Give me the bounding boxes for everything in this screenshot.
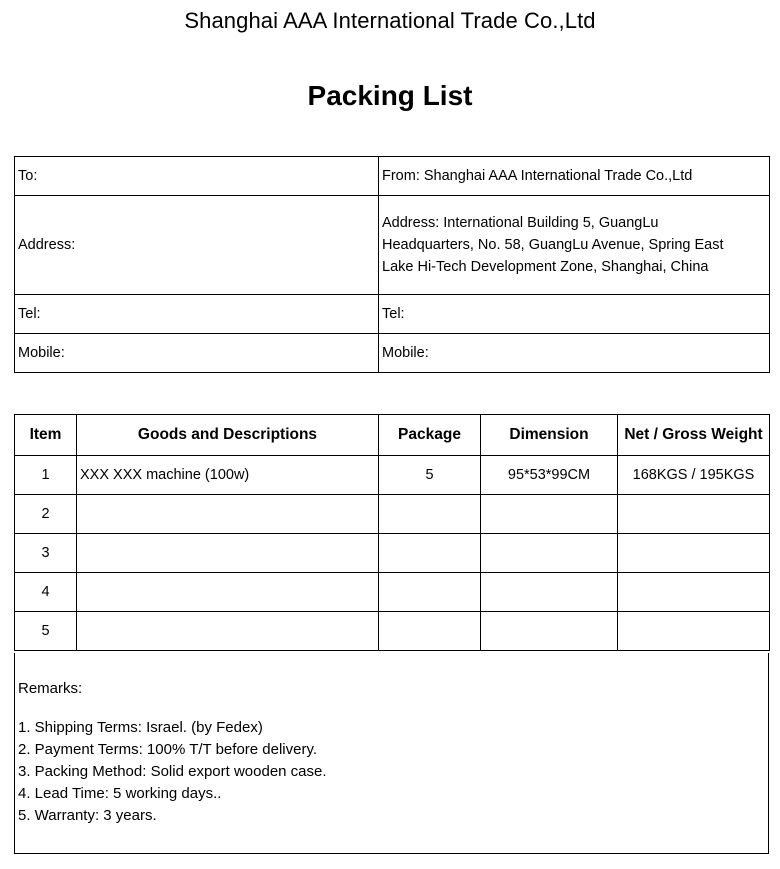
- page-title: Packing List: [307, 80, 473, 111]
- to-address-label: Address:: [15, 196, 379, 295]
- cell-dimension: [481, 573, 618, 612]
- to-label: To:: [15, 157, 379, 196]
- cell-package: [379, 573, 481, 612]
- goods-header-row: [15, 415, 770, 456]
- cell-package: 5: [379, 456, 481, 495]
- table-row: [15, 495, 770, 534]
- column-header-weight: Net / Gross Weight: [618, 415, 770, 456]
- cell-description: [77, 495, 379, 534]
- table-row: [15, 612, 770, 651]
- remark-item: 2. Payment Terms: 100% T/T before delivery.: [18, 741, 318, 758]
- table-row: [15, 456, 770, 495]
- remark-item: 3. Packing Method: Solid export wooden case.: [18, 763, 327, 780]
- cell-description: XXX XXX machine (100w): [77, 456, 379, 495]
- to-mobile-label: Mobile:: [15, 334, 379, 373]
- from-address-line: Address: International Building 5, GuangLu: [382, 215, 659, 231]
- remarks-title: Remarks:: [18, 680, 83, 697]
- cell-description: [77, 612, 379, 651]
- from-address-line: Headquarters, No. 58, GuangLu Avenue, Spring East: [382, 237, 724, 253]
- from-tel-label: Tel:: [379, 295, 770, 334]
- from-address-line: Lake Hi-Tech Development Zone, Shanghai, China: [382, 259, 709, 275]
- party-row-mobile: [15, 334, 770, 373]
- company-name: Shanghai AAA International Trade Co.,Ltd: [184, 8, 596, 33]
- cell-dimension: [481, 495, 618, 534]
- goods-table: [14, 414, 770, 651]
- party-row-tel: [15, 295, 770, 334]
- cell-dimension: [481, 534, 618, 573]
- from-address: [379, 196, 770, 295]
- cell-item: 1: [15, 456, 77, 495]
- to-tel-label: Tel:: [15, 295, 379, 334]
- from-label: From: Shanghai AAA International Trade Co.,Ltd: [379, 157, 770, 196]
- party-row-to: [15, 157, 770, 196]
- cell-item: 2: [15, 495, 77, 534]
- cell-item: 3: [15, 534, 77, 573]
- cell-package: [379, 612, 481, 651]
- cell-dimension: [481, 612, 618, 651]
- cell-weight: [618, 612, 770, 651]
- remark-item: 5. Warranty: 3 years.: [18, 807, 157, 824]
- column-header-dimension: Dimension: [481, 415, 618, 456]
- column-header-goods: Goods and Descriptions: [77, 415, 379, 456]
- cell-dimension: 95*53*99CM: [481, 456, 618, 495]
- remark-item: 4. Lead Time: 5 working days..: [18, 785, 222, 802]
- cell-package: [379, 534, 481, 573]
- cell-package: [379, 495, 481, 534]
- cell-weight: [618, 534, 770, 573]
- cell-description: [77, 573, 379, 612]
- cell-weight: [618, 495, 770, 534]
- from-mobile-label: Mobile:: [379, 334, 770, 373]
- column-header-item: Item: [15, 415, 77, 456]
- column-header-package: Package: [379, 415, 481, 456]
- cell-item: 4: [15, 573, 77, 612]
- party-info-table: [14, 156, 770, 373]
- remarks-section: [14, 653, 769, 854]
- cell-item: 5: [15, 612, 77, 651]
- remark-item: 1. Shipping Terms: Israel. (by Fedex): [18, 719, 263, 736]
- party-row-address: [15, 196, 770, 295]
- table-row: [15, 573, 770, 612]
- cell-description: [77, 534, 379, 573]
- cell-weight: 168KGS / 195KGS: [618, 456, 770, 495]
- table-row: [15, 534, 770, 573]
- cell-weight: [618, 573, 770, 612]
